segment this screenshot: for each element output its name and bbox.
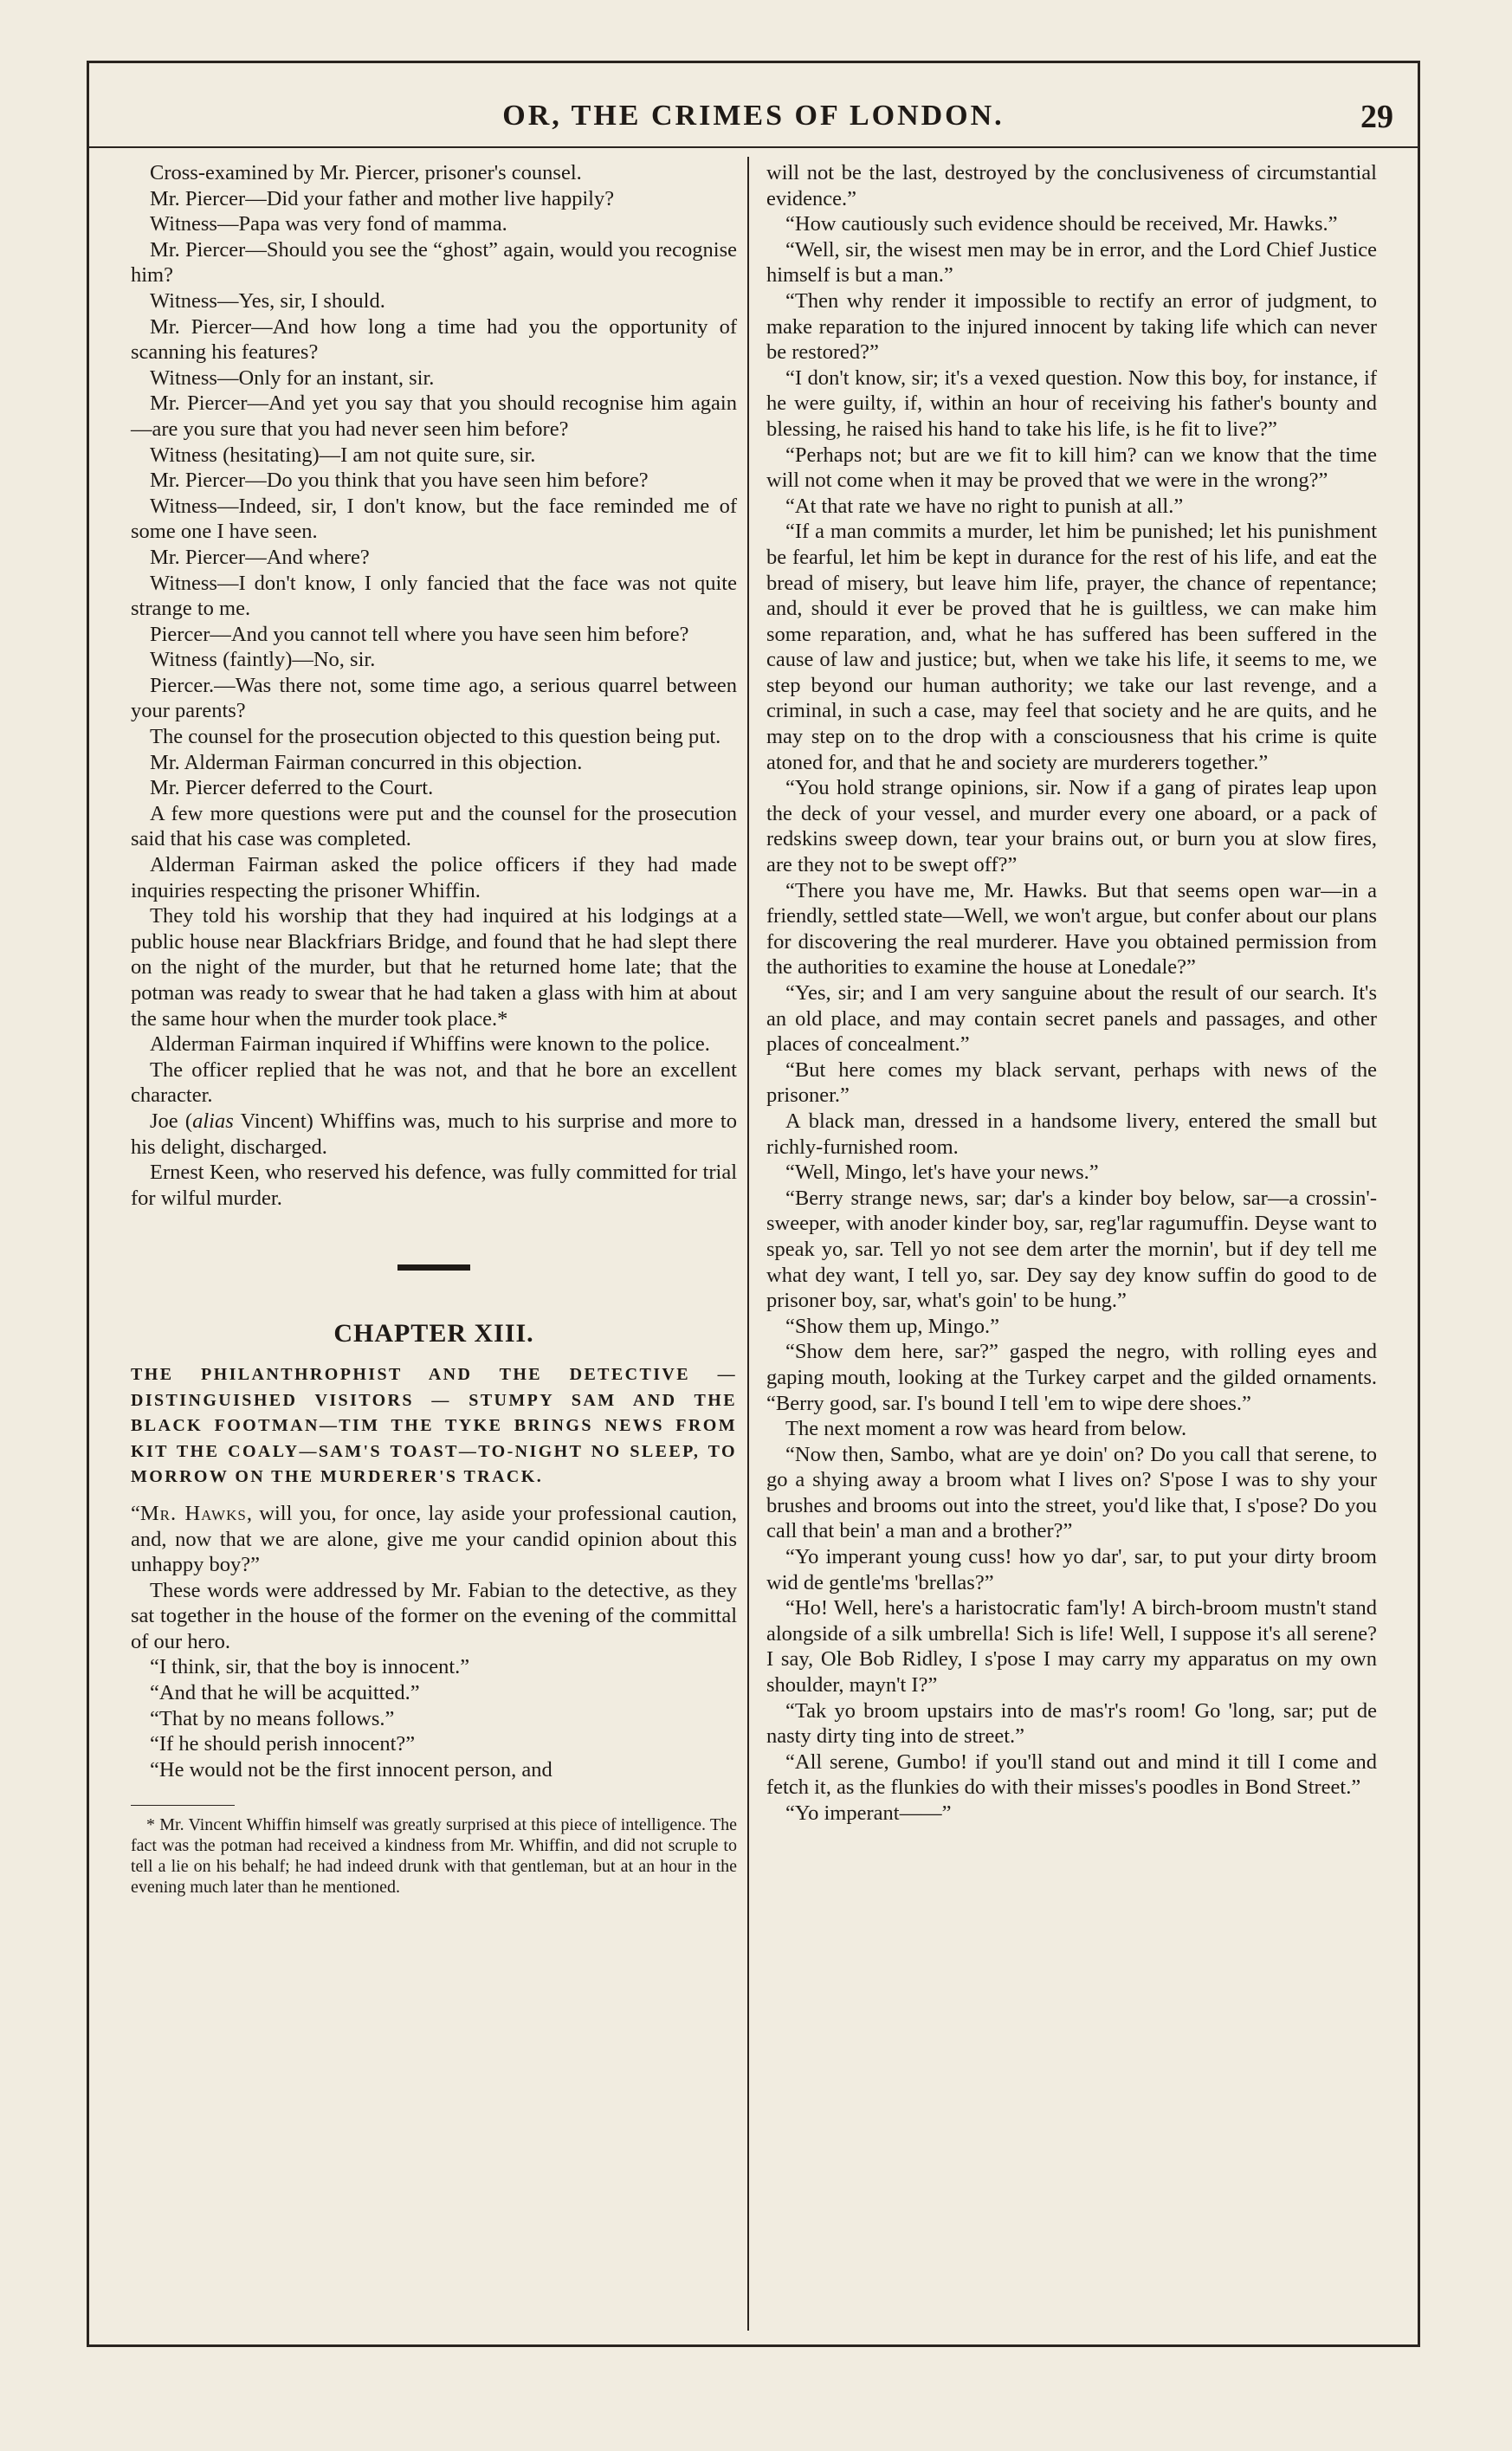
- paragraph: “Berry strange news, sar; dar's a kinder boy below, sar—a crossin'-sweeper, with anoder kinder boy, sar, reg'lar ragumuffin. Deyse want to speak yo, sar. Tell yo not see dem arter the mornin', but if dey tell me what dey want, I tell yo, sar. Dey say dey know suffin do good to de prisoner boy, sar, what's goin' to be hung.”: [766, 1186, 1377, 1313]
- paragraph: The counsel for the prosecution objected to this question being put.: [150, 725, 721, 749]
- paragraph: “Perhaps not; but are we fit to kill him? can we know that the time will not come when it may be proved that we were in the wrong?”: [766, 443, 1377, 493]
- paragraph: A black man, dressed in a handsome livery, entered the small but richly-furnished room.: [766, 1109, 1377, 1159]
- paragraph: “How cautiously such evidence should be received, Mr. Hawks.”: [785, 212, 1338, 236]
- footnote-rule: [131, 1805, 235, 1806]
- paragraph: “Yes, sir; and I am very sanguine about the result of our search. It's an old place, and may contain secret panels and passages, and other places of concealment.”: [766, 981, 1377, 1057]
- paragraph: “There you have me, Mr. Hawks. But that seems open war—in a friendly, settled state—Well, we won't argue, but confer about our plans for discovering the real murderer. Have you obtained permission from the authorities to examine the house at Lonedale?”: [766, 878, 1377, 980]
- paragraph: Witness—Only for an instant, sir.: [150, 365, 435, 390]
- paragraph: “I don't know, sir; it's a vexed question. Now this boy, for instance, if he were guilty, if, within an hour of receiving his father's bounty and blessing, he raised his hand to take his life, is he fit to live?”: [766, 365, 1377, 441]
- paragraph: Cross-examined by Mr. Piercer, prisoner's counsel.: [150, 161, 582, 184]
- paragraph: Witness—Yes, sir, I should.: [150, 288, 385, 313]
- paragraph: Mr. Piercer—Do you think that you have seen him before?: [150, 469, 649, 493]
- paragraph: “Now then, Sambo, what are ye doin' on? Do you call that serene, to go a shying away a broom what I lives on? S'pose I was to shy your brushes and brooms out into the street, you'd like that, I s'pose? Do you call that bein' a man and a brother?”: [766, 1442, 1377, 1543]
- paragraph: Piercer.—Was there not, some time ago, a serious quarrel between your parents?: [131, 673, 737, 723]
- paragraph: “If a man commits a murder, let him be punished; let his punishment be fearful, let him be kept in durance for the rest of his life, and eat the bread of misery, but leave him life, prayer, the chance of repentance; and, should it ever be proved that he is guiltless, we can make him some reparation, and, what he has suffered has been suffered in the cause of law and justice; but, when we take his life, it seems to me, we step beyond our human authority; we take our last revenge, and a criminal, in such a case, may feel that society and he are quits, and he may step on to the drop with a consciousness that his crime is quite atoned for, and that he and society are murderers together.”: [766, 520, 1377, 774]
- paragraph: “At that rate we have no right to punish at all.”: [785, 494, 1184, 518]
- column-divider: [747, 157, 749, 2331]
- paragraph: “Then why render it impossible to rectify an error of judgment, to make reparation to the injured innocent by taking life which can never be restored?”: [766, 288, 1377, 365]
- paragraph: “All serene, Gumbo! if you'll stand out and mind it till I come and fetch it, as the flunkies do with their misses's poodles in Bond Street.”: [766, 1749, 1377, 1800]
- paragraph: Witness (hesitating)—I am not quite sure, sir.: [150, 443, 536, 467]
- right-column: [766, 160, 1377, 1827]
- page-header: [89, 63, 1418, 139]
- paragraph: will not be the last, destroyed by the conclusiveness of circumstantial evidence.”: [766, 161, 1377, 210]
- paragraph: Mr. Piercer—Should you see the “ghost” again, would you recognise him?: [131, 237, 737, 288]
- paragraph: Mr. Piercer—And yet you say that you should recognise him again—are you sure that you had never seen him before?: [131, 391, 737, 441]
- ernest-paragraph: Ernest Keen, who reserved his defence, was fully committed for trial for wilful murder.: [131, 1161, 737, 1210]
- paragraph: Mr. Alderman Fairman concurred in this objection.: [150, 750, 583, 774]
- paragraph: Mr. Piercer—Did your father and mother live happily?: [150, 186, 615, 210]
- paragraph: “Ho! Well, here's a haristocratic fam'ly! A birch-broom mustn't stand alongside of a silk umbrella! Sich is life! Well, I suppose it's all serene? I say, Ole Bob Ridley, I s'pose I may carry my apparatus on my own shoulder, mayn't I?”: [766, 1596, 1377, 1698]
- paragraph: They told his worship that they had inquired at his lodgings at a public house near Blackfriars Bridge, and found that he had slept there on the night of the murder, but that he returned home late; that the potman was ready to swear that he had taken a glass with him at about the same hour when the murder took place.*: [131, 904, 737, 1031]
- paragraph: The officer replied that he was not, and that he bore an excellent character.: [131, 1057, 737, 1108]
- paragraph: Witness (faintly)—No, sir.: [150, 648, 376, 672]
- chapter-title: CHAPTER XIII.: [333, 1319, 534, 1348]
- paragraph: “I think, sir, that the boy is innocent.”: [150, 1655, 470, 1679]
- paragraph: “You hold strange opinions, sir. Now if a gang of pirates leap upon the deck of your vessel, and murder every one aboard, or a pack of redskins sweep down, tear your brains out, or burn you at slow fires, are they not to be swept off?”: [766, 776, 1377, 877]
- right-paragraphs: [766, 160, 1377, 1827]
- paragraph: “He would not be the first innocent person, and: [150, 1757, 552, 1782]
- page-number: 29: [1360, 99, 1393, 135]
- paragraph: Alderman Fairman inquired if Whiffins were known to the police.: [150, 1032, 710, 1057]
- footnote: * Mr. Vincent Whiffin himself was greatly surprised at this piece of intelligence. The fact was the potman had received a kindness from Mr. Whiffin, and did not scruple to tell a lie on his behalf; he had indeed drunk with that gentleman, but at an hour in the evening much later than he mentioned.: [131, 1815, 737, 1898]
- chapter-paragraphs: [131, 1578, 737, 1783]
- running-title: OR, THE CRIMES OF LONDON.: [502, 100, 1005, 132]
- paragraph: “That by no means follows.”: [150, 1706, 395, 1730]
- paragraph: Witness—Indeed, sir, I don't know, but the face reminded me of some one I have seen.: [131, 494, 737, 544]
- paragraph: “If he should perish innocent?”: [150, 1732, 416, 1756]
- left-column: [131, 160, 737, 1898]
- header-rule: [89, 146, 1418, 148]
- joe-paragraph: Joe (alias Vincent) Whiffins was, much to his surprise and more to his delight, discharged.: [131, 1109, 737, 1159]
- paragraph: “Yo imperant young cuss! how yo dar', sar, to put your dirty broom wid de gentle'ms 'brellas?”: [766, 1545, 1377, 1594]
- paragraph: Mr. Piercer deferred to the Court.: [150, 776, 434, 800]
- paragraph: “Well, sir, the wisest men may be in error, and the Lord Chief Justice himself is but a man.”: [766, 237, 1377, 288]
- chapter-opening-paragraph: “Mr. Hawks, will you, for once, lay aside your professional caution, and, now that we are alone, give me your candid opinion about this unhappy boy?”: [131, 1501, 737, 1577]
- left-paragraphs: [131, 160, 737, 1109]
- section-divider: [397, 1264, 470, 1271]
- paragraph: “Yo imperant——”: [785, 1801, 952, 1825]
- paragraph: “But here comes my black servant, perhaps with news of the prisoner.”: [766, 1057, 1377, 1108]
- paragraph: Witness—I don't know, I only fancied that the face was not quite strange to me.: [131, 571, 737, 621]
- paragraph: A few more questions were put and the counsel for the prosecution said that his case was completed.: [131, 801, 737, 851]
- chapter-summary: THE PHILANTHROPHIST AND THE DETECTIVE — DISTINGUISHED VISITORS — STUMPY SAM AND THE BLACK FOOTMAN—TIM THE TYKE BRINGS NEWS FROM KIT THE COALY—SAM'S TOAST—TO-NIGHT NO SLEEP, TO MORROW ON THE MURDERER'S TRACK.: [131, 1364, 737, 1487]
- paragraph: “Tak yo broom upstairs into de mas'r's room! Go 'long, sar; put de nasty dirty ting into de street.”: [766, 1698, 1377, 1749]
- paragraph: Mr. Piercer—And where?: [150, 545, 370, 569]
- paragraph: These words were addressed by Mr. Fabian to the detective, as they sat together in the house of the former on the evening of the committal of our hero.: [131, 1578, 737, 1653]
- paragraph: “Show them up, Mingo.”: [785, 1314, 1000, 1338]
- paragraph: Piercer—And you cannot tell where you have seen him before?: [150, 622, 689, 646]
- paragraph: Witness—Papa was very fond of mamma.: [150, 212, 507, 236]
- paragraph: “Show dem here, sar?” gasped the negro, with rolling eyes and gaping mouth, looking at the Turkey carpet and the gilded ornaments. “Berry good, sar. I's bound I tell 'em to wipe dere shoes.”: [766, 1340, 1377, 1415]
- page-frame: [87, 61, 1420, 2347]
- paragraph: “And that he will be acquitted.”: [150, 1681, 420, 1705]
- paragraph: The next moment a row was heard from below.: [785, 1417, 1187, 1441]
- paragraph: Alderman Fairman asked the police officers if they had made inquiries respecting the prisoner Whiffin.: [131, 853, 737, 902]
- paragraph: Mr. Piercer—And how long a time had you the opportunity of scanning his features?: [131, 314, 737, 365]
- paragraph: “Well, Mingo, let's have your news.”: [785, 1161, 1099, 1185]
